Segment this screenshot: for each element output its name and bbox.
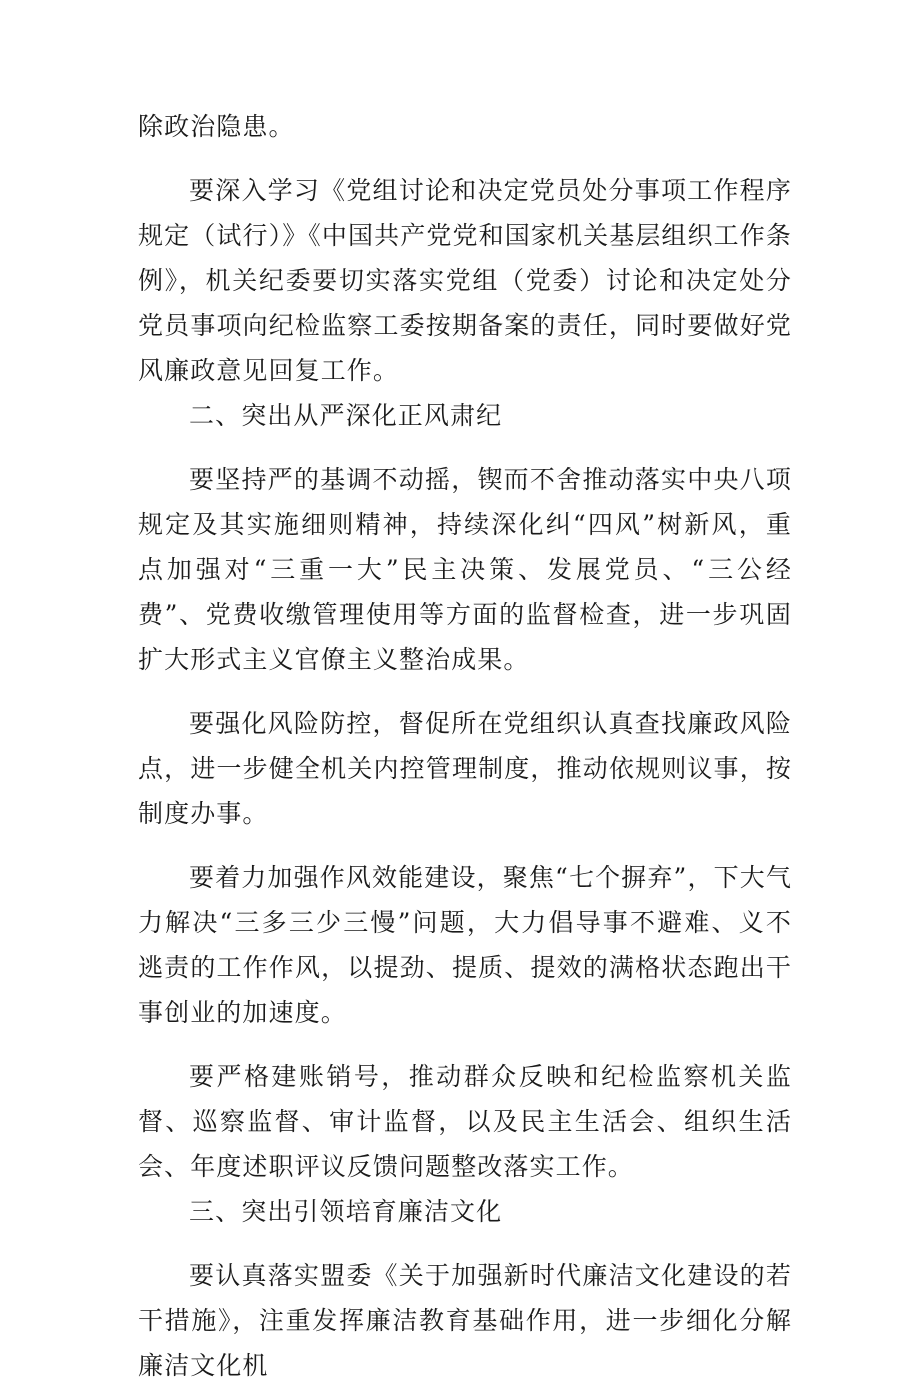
paragraph-integrity-culture: 要认真落实盟委《关于加强新时代廉洁文化建设的若干措施》，注重发挥廉洁教育基础作用，进一步细化分解廉洁文化机 <box>138 1261 792 1380</box>
paragraph-rectification: 要严格建账销号，推动群众反映和纪检监察机关监督、巡察监督、审计监督，以及民主生活会、组织生活会、年度述职评议反馈问题整改落实工作。 <box>138 1062 792 1181</box>
paragraph-risk-control: 要强化风险防控，督促所在党组织认真查找廉政风险点，进一步健全机关内控管理制度，推动依规则议事，按制度办事。 <box>138 709 792 828</box>
paragraph-work-style: 要着力加强作风效能建设，聚焦“七个摒弃”，下大气力解决“三多三少三慢”问题，大力倡导事不避难、义不逃责的工作作风，以提劲、提质、提效的满格状态跑出干事创业的加速度。 <box>138 863 792 1027</box>
paragraph-strict-tone: 要坚持严的基调不动摇，锲而不舍推动落实中央八项规定及其实施细则精神，持续深化纠“四风”树新风，重点加强对“三重一大”民主决策、发展党员、“三公经费”、党费收缴管理使用等方面的监督检查，进一步巩固扩大形式主义官僚主义整治成果。 <box>138 465 792 674</box>
paragraph-study-regulations: 要深入学习《党组讨论和决定党员处分事项工作程序规定（试行）》《中国共产党党和国家机关基层组织工作条例》，机关纪委要切实落实党组（党委）讨论和决定处分党员事项向纪检监察工委按期备案的责任，同时要做好党风廉政意见回复工作。 <box>138 176 792 385</box>
section-heading-2: 二、突出从严深化正风肃纪 <box>189 401 503 430</box>
paragraph-continuation: 除政治隐患。 <box>138 112 295 141</box>
section-heading-3: 三、突出引领培育廉洁文化 <box>189 1197 503 1226</box>
document-body <box>138 104 792 1388</box>
